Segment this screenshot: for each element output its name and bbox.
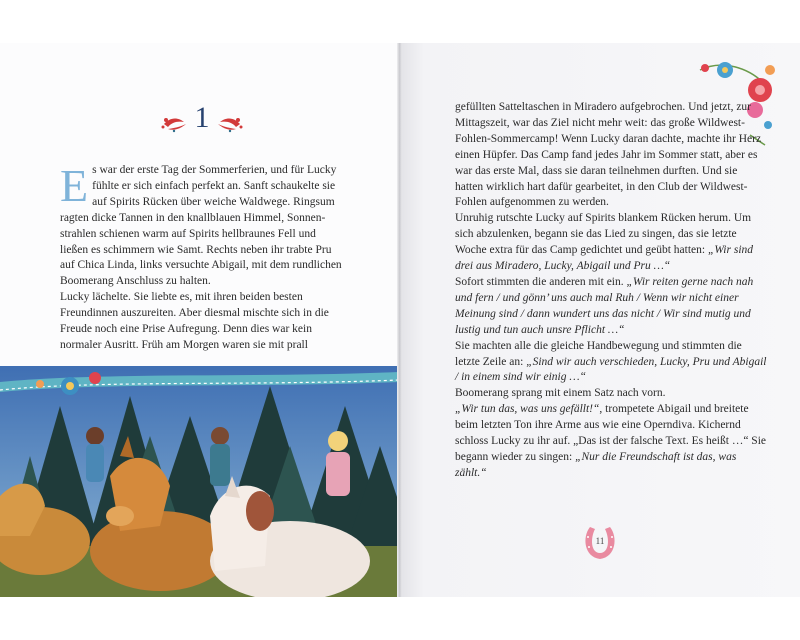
paragraph [455,339,767,387]
song-lyric: „Wir reiten gerne nach nah und fern / und gönn’ uns auch mal Ruh / Wenn wir nicht einer Meinung sind / dann wundert uns das nicht / Wir sind mutig und lustig und tun auch unsre Pflicht …“ [455,275,754,336]
paragraph-text: s war der erste Tag der Sommerferien, und für Lucky fühlte er sich einfach perfekt an. Sanft schaukelte sie auf Spirits Rücken über weiche Waldwege. Ringsum ragten dicke Tannen in den knallblauen Himmel, Sonnenstrahlen schienen warm auf Spirits hellbraunes Fell und ließen es schimmern wie Samt. Rechts neben ihr trabte Pru auf Chica Linda, links versuchte Abigail, mit dem rundlichen Boomerang Anschluss zu halten. [60,164,342,288]
page-number-text: 11 [595,536,605,546]
song-lyric: „Sind wir auch verschieden, Lucky, Pru und Abigail / in einem sind wir einig …“ [455,355,767,384]
paragraph-text: Unruhig rutschte Lucky auf Spirits blankem Rücken herum. Um sich abzulenken, begann sie das Lied zu singen, das sie letzte Woche extra für das Camp gedichtet und geübt hatten: [455,212,752,257]
drop-cap: E [60,160,89,211]
chapter-heading [160,99,244,143]
book-spread [0,43,800,597]
song-lyric: „Wir sind drei aus Miradero, Lucky, Abigail und Pru …“ [455,244,754,273]
song-lyric: „Wir tun das, was uns gefällt!“ [455,403,600,416]
paragraph [60,160,342,290]
chapter-number: 1 [194,101,210,134]
paragraph-text: Sie machten alle die gleiche Handbewegung und stimmten die letzte Zeile an: [455,339,742,368]
paragraph-text: Sofort stimmten die anderen mit ein. [455,275,627,288]
paragraph-text: , trompetete Abigail und breitete beim letzten Ton ihre Arme aus wie eine Operndiva. Kichernd schloss Lucky zu ihr auf. „Das ist der falsche Text. Es heißt …“ Sie begann wieder zu singen: [455,403,766,463]
paragraph [455,402,767,482]
paragraph: Lucky lächelte. Sie liebte es, mit ihren beiden besten Freundinnen auszureiten. Aber diesmal mischte sich in die Freude noch eine Prise Aufregung. Denn dies war kein normaler Ausritt. Früh am Morgen waren sie mit prall [60,291,329,351]
left-page [0,43,399,597]
illustration-riders [0,366,399,597]
left-page-text [60,160,342,354]
paragraph [455,211,767,275]
paragraph [455,275,767,339]
page-number [582,523,618,563]
song-lyric: „Nur die Freundschaft ist das, was zählt.“ [455,450,737,479]
paragraph: gefüllten Satteltaschen in Miradero aufgebrochen. Und jetzt, zur Mittagszeit, war das Ziel nicht mehr weit: das große Wildwest-Fohlen-Sommercamp! Wenn Lucky daran dachte, machte ihr Herz einen Hüpfer. Das Camp fand jedes Jahr im Sommer statt, aber es war das erste Mal, dass sie daran teilnehmen durften. Und sie hatten wirklich hart dafür gearbeitet, in den Club der Wildwest-Fohlen aufgenommen zu werden. [455,101,762,209]
book-gutter [397,43,402,597]
paragraph: Boomerang sprang mit einem Satz nach vorn. [455,387,666,400]
right-page-text [455,100,767,482]
banner-decoration [0,366,399,406]
right-page [400,43,800,597]
